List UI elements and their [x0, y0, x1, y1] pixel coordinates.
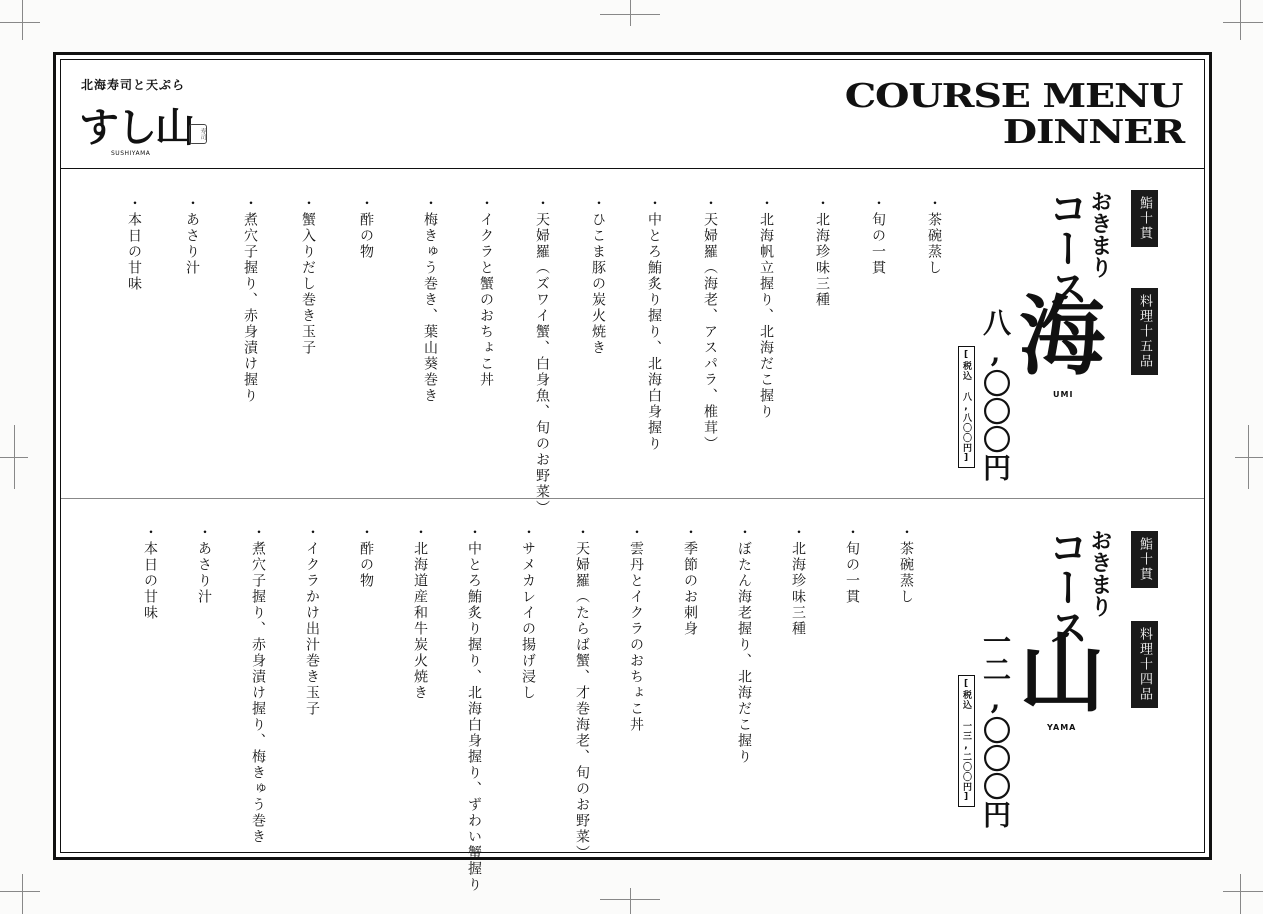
course-name-kanji: 山	[1019, 623, 1105, 724]
course-umi	[61, 168, 1204, 516]
menu-subtitle: DINNER	[1002, 112, 1184, 151]
crop-mark	[630, 888, 631, 914]
menu-item: ・ 北海帆立握り、北海だこ握り	[759, 196, 773, 420]
menu-item: ・ 煮穴子握り、赤身漬け握り	[243, 196, 257, 404]
logo-subtitle: 北海寿司と天ぷら	[81, 78, 186, 92]
menu-item: ・ 中とろ鮪炙り握り、北海白身握り	[647, 196, 661, 452]
menu-item: ・ 茶碗蒸し	[927, 196, 941, 276]
crop-mark	[1223, 22, 1263, 23]
crop-mark	[1240, 0, 1241, 40]
menu-item: ・ あさり汁	[197, 525, 211, 605]
crop-mark	[0, 22, 40, 23]
course-name-roman: YAMA	[1047, 723, 1077, 732]
menu-item: ・ 茶碗蒸し	[899, 525, 913, 605]
logo-wordmark: すし山	[79, 104, 193, 151]
course-name-roman: UMI	[1053, 390, 1074, 399]
menu-item: ・ 酢の物	[359, 525, 373, 589]
menu-item: ・ ぼたん海老握り、北海だこ握り	[737, 525, 751, 765]
course-name-kanji: 海	[1019, 286, 1105, 387]
crop-mark	[22, 874, 23, 914]
menu-item: ・ 天婦羅（ズワイ蟹、白身魚、旬のお野菜）	[535, 196, 549, 516]
menu-item: ・ 季節のお刺身	[683, 525, 697, 637]
menu-item: ・ 本日の甘味	[127, 196, 141, 292]
menu-item: ・ 雲丹とイクラのおちょこ丼	[629, 525, 643, 733]
crop-mark	[630, 0, 631, 26]
menu-item: ・ イクラと蟹のおちょこ丼	[479, 196, 493, 388]
menu-frame	[53, 52, 1212, 893]
menu-item: ・ 中とろ鮪炙り握り、北海白身握り、ずわい蟹握り	[467, 525, 481, 893]
course-okimari-label: おきまり	[1087, 190, 1113, 278]
course-sushi-count: 鮨十貫	[1131, 190, 1158, 247]
menu-item: ・ 煮穴子握り、赤身漬け握り、梅きゅう巻き	[251, 525, 265, 845]
course-label: コース	[1042, 188, 1089, 308]
menu-item: ・ 天婦羅（たらば蟹、才巻海老、旬のお野菜）	[575, 525, 589, 861]
menu-item: ・ 天婦羅（海老、アスパラ、椎茸）	[703, 196, 717, 452]
logo-roman: SUSHIYAMA	[111, 150, 151, 157]
crop-mark	[0, 891, 40, 892]
crop-mark	[1235, 457, 1263, 458]
course-yama	[61, 499, 1204, 893]
menu-item: ・ 本日の甘味	[143, 525, 157, 621]
crop-mark	[22, 0, 23, 40]
menu-item: ・ 旬の一貫	[871, 196, 885, 276]
menu-item: ・ 北海道産和牛炭火焼き	[413, 525, 427, 701]
menu-item: ・ 北海珍味三種	[791, 525, 805, 637]
crop-mark	[1248, 425, 1249, 489]
course-price: 一二,〇〇〇円	[979, 627, 1012, 828]
menu-item: ・ ひこま豚の炭火焼き	[591, 196, 605, 356]
course-okimari-label: おきまり	[1087, 529, 1113, 617]
menu-item: ・ 北海珍味三種	[815, 196, 829, 308]
menu-item: ・ あさり汁	[185, 196, 199, 276]
menu-item: ・ イクラかけ出汁巻き玉子	[305, 525, 319, 717]
menu-item: ・ 旬の一貫	[845, 525, 859, 605]
crop-mark	[1240, 874, 1241, 914]
course-price: 八,〇〇〇円	[979, 308, 1012, 481]
menu-item: ・ 梅きゅう巻き、葉山葵巻き	[423, 196, 437, 404]
menu-title: COURSE MENU	[844, 76, 1182, 115]
menu-inner-border	[60, 59, 1205, 893]
menu-item: ・ サメカレイの揚げ浸し	[521, 525, 535, 701]
menu-header	[61, 60, 1204, 169]
menu-item: ・ 酢の物	[359, 196, 373, 260]
course-dish-count: 料理十四品	[1131, 621, 1158, 708]
crop-mark	[14, 425, 15, 489]
course-price-tax: [税込 八,八〇〇円]	[958, 346, 975, 468]
course-label: コース	[1042, 527, 1089, 647]
course-sushi-count: 鮨十貫	[1131, 531, 1158, 588]
menu-item: ・ 蟹入りだし巻き玉子	[301, 196, 315, 356]
course-price-tax: [税込 一三,二〇〇円]	[958, 675, 975, 807]
course-dish-count: 料理十五品	[1131, 288, 1158, 375]
crop-mark	[1223, 891, 1263, 892]
logo-seal: 寿司	[189, 124, 207, 144]
